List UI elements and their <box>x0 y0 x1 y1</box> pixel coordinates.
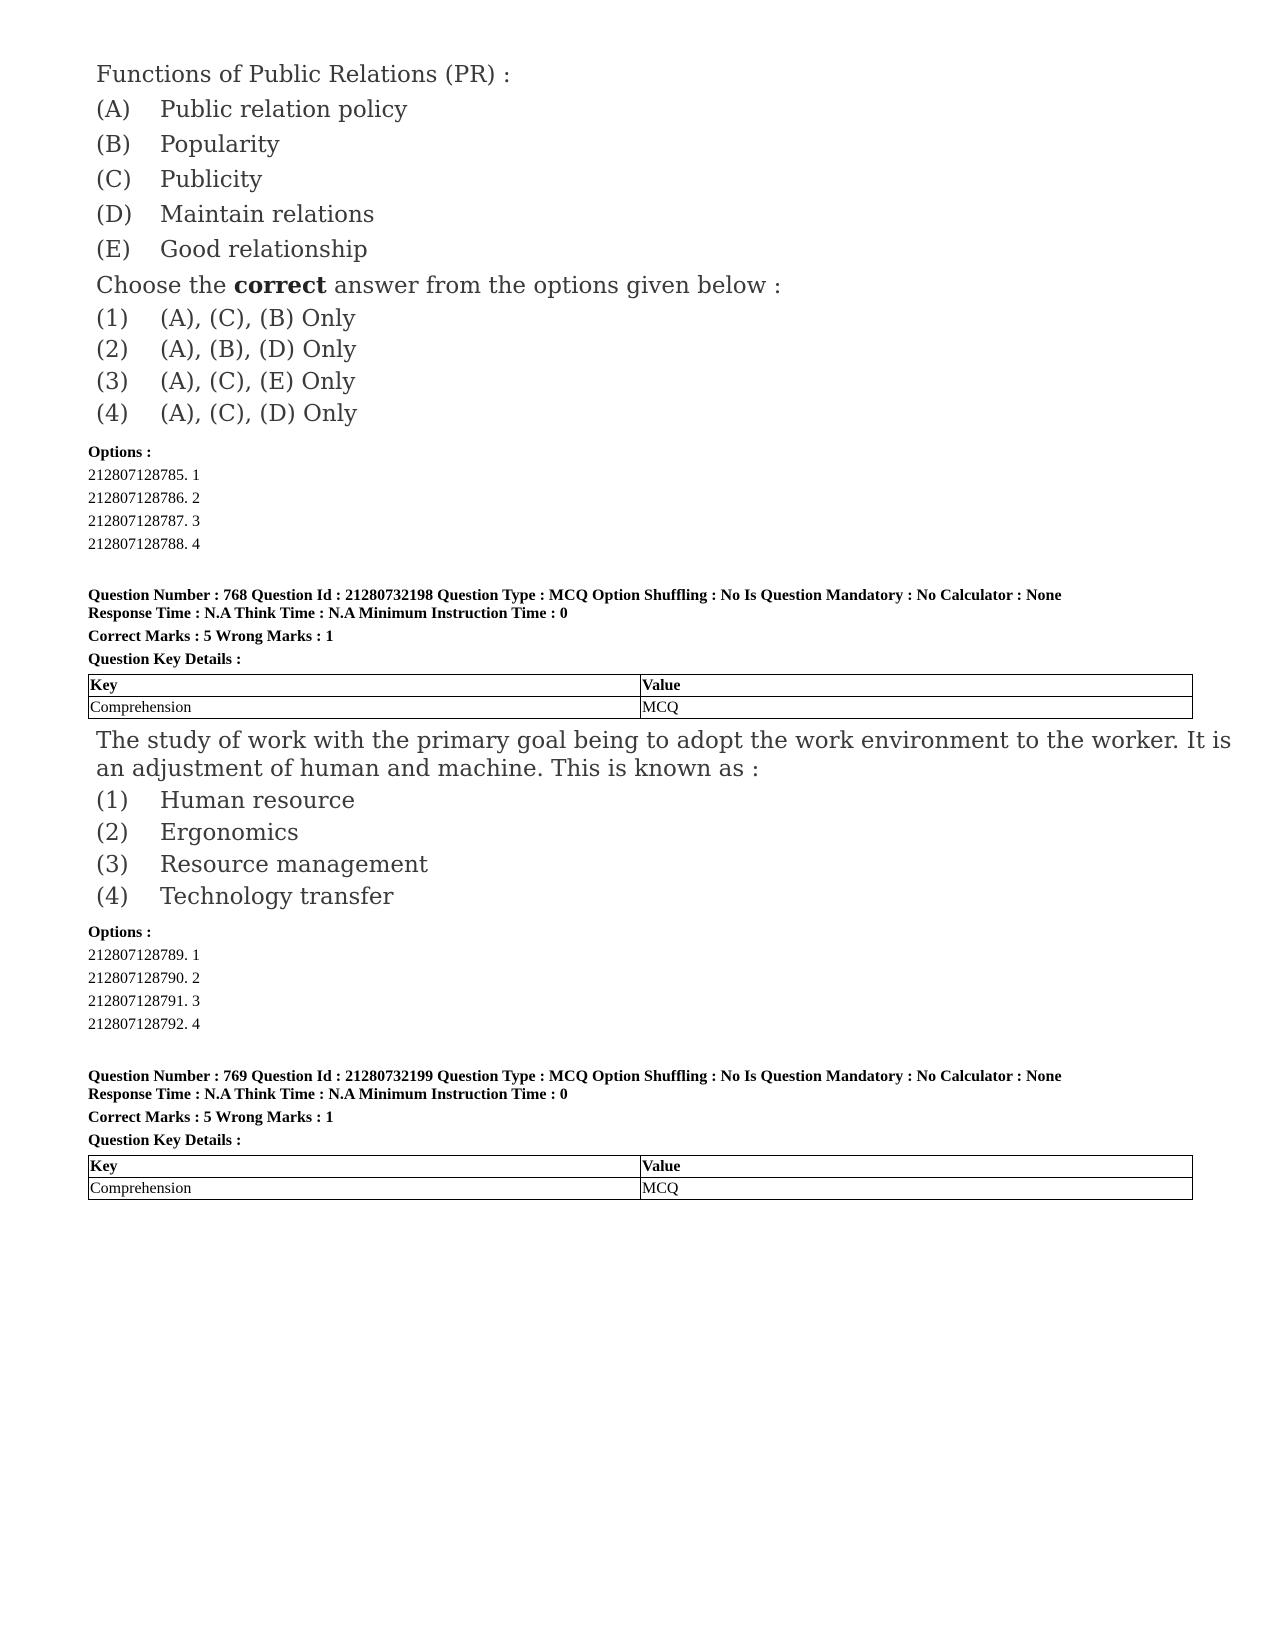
q768-marks: Correct Marks : 5 Wrong Marks : 1 <box>88 628 334 645</box>
q769-key-details-heading: Question Key Details : <box>88 1132 242 1149</box>
answer-text: (A), (C), (D) Only <box>160 401 358 427</box>
q769-key-table <box>88 1155 1193 1200</box>
table-header-row <box>89 675 1193 697</box>
q767-statement <box>96 167 262 193</box>
options-heading: Options : <box>88 924 152 941</box>
q767-statement <box>96 132 280 158</box>
option-item: 212807128785. 1 <box>88 467 200 484</box>
answer-label: (3) <box>96 369 129 395</box>
statement-label: (A) <box>96 97 131 123</box>
statement-label: (D) <box>96 202 133 228</box>
answer-text: (A), (C), (B) Only <box>160 306 356 332</box>
cell-key: Comprehension <box>89 697 641 719</box>
q767-statement <box>96 202 375 228</box>
q767-answer <box>96 337 356 363</box>
answer-text: (A), (B), (D) Only <box>160 337 357 363</box>
q767-instruction <box>96 272 781 299</box>
q768-question-line: an adjustment of human and machine. This is known as : <box>96 756 760 782</box>
statement-label: (E) <box>96 237 131 263</box>
option-item: 212807128787. 3 <box>88 513 200 530</box>
q767-question-image <box>96 62 796 432</box>
option-item: 212807128792. 4 <box>88 1016 200 1033</box>
answer-label: (2) <box>96 820 129 846</box>
answer-text: Ergonomics <box>160 820 299 846</box>
header-key: Key <box>89 675 641 697</box>
header-key: Key <box>89 1156 641 1178</box>
option-item: 212807128789. 1 <box>88 947 200 964</box>
q769-marks: Correct Marks : 5 Wrong Marks : 1 <box>88 1109 334 1126</box>
cell-value: MCQ <box>641 1178 1193 1200</box>
q767-answer <box>96 306 356 332</box>
meta-line: Response Time : N.A Think Time : N.A Minimum Instruction Time : 0 <box>88 1086 568 1103</box>
cell-value: MCQ <box>641 697 1193 719</box>
cell-key: Comprehension <box>89 1178 641 1200</box>
instruction-suffix: answer from the options given below : <box>326 273 782 299</box>
q768-answer <box>96 788 355 814</box>
answer-label: (1) <box>96 788 129 814</box>
statement-text: Public relation policy <box>160 97 408 123</box>
statement-text: Maintain relations <box>160 202 375 228</box>
answer-text: (A), (C), (E) Only <box>160 369 356 395</box>
meta-line: Question Number : 769 Question Id : 21280732199 Question Type : MCQ Option Shuffling : No Is Question Mandatory : No Calculator : None <box>88 1068 1062 1085</box>
answer-text: Technology transfer <box>160 884 394 910</box>
q769-meta <box>88 1068 1198 1104</box>
q767-options <box>88 441 200 556</box>
instruction-bold: correct <box>233 272 327 299</box>
q767-title: Functions of Public Relations (PR) : <box>96 62 511 88</box>
q768-answer <box>96 820 299 846</box>
answer-text: Human resource <box>160 788 356 814</box>
table-row <box>89 697 1193 719</box>
q768-answer <box>96 884 393 910</box>
table-header-row <box>89 1156 1193 1178</box>
options-heading: Options : <box>88 444 152 461</box>
table-row <box>89 1178 1193 1200</box>
q767-statement <box>96 97 407 123</box>
option-item: 212807128788. 4 <box>88 536 200 553</box>
answer-label: (1) <box>96 306 129 332</box>
option-item: 212807128790. 2 <box>88 970 200 987</box>
q768-meta <box>88 587 1198 623</box>
answer-label: (2) <box>96 337 129 363</box>
statement-label: (B) <box>96 132 131 158</box>
q767-statement <box>96 237 368 263</box>
answer-label: (3) <box>96 852 129 878</box>
statement-text: Good relationship <box>160 237 368 263</box>
q767-answer <box>96 369 355 395</box>
statement-label: (C) <box>96 167 132 193</box>
answer-text: Resource management <box>160 852 429 878</box>
q768-question-line: The study of work with the primary goal being to adopt the work environment to the worker. It is <box>96 728 1232 754</box>
header-value: Value <box>641 1156 1193 1178</box>
option-item: 212807128786. 2 <box>88 490 200 507</box>
statement-text: Publicity <box>160 167 263 193</box>
meta-line: Question Number : 768 Question Id : 21280732198 Question Type : MCQ Option Shuffling : No Is Question Mandatory : No Calculator : None <box>88 587 1062 604</box>
q768-options <box>88 921 200 1036</box>
q768-key-details-heading: Question Key Details : <box>88 651 242 668</box>
answer-label: (4) <box>96 401 129 427</box>
answer-label: (4) <box>96 884 129 910</box>
q768-key-table <box>88 674 1193 719</box>
q768-question-image <box>96 728 1232 913</box>
option-item: 212807128791. 3 <box>88 993 200 1010</box>
header-value: Value <box>641 675 1193 697</box>
instruction-prefix: Choose the <box>96 273 234 299</box>
meta-line: Response Time : N.A Think Time : N.A Minimum Instruction Time : 0 <box>88 605 568 622</box>
statement-text: Popularity <box>160 132 280 158</box>
q768-answer <box>96 852 428 878</box>
q767-answer <box>96 401 357 427</box>
